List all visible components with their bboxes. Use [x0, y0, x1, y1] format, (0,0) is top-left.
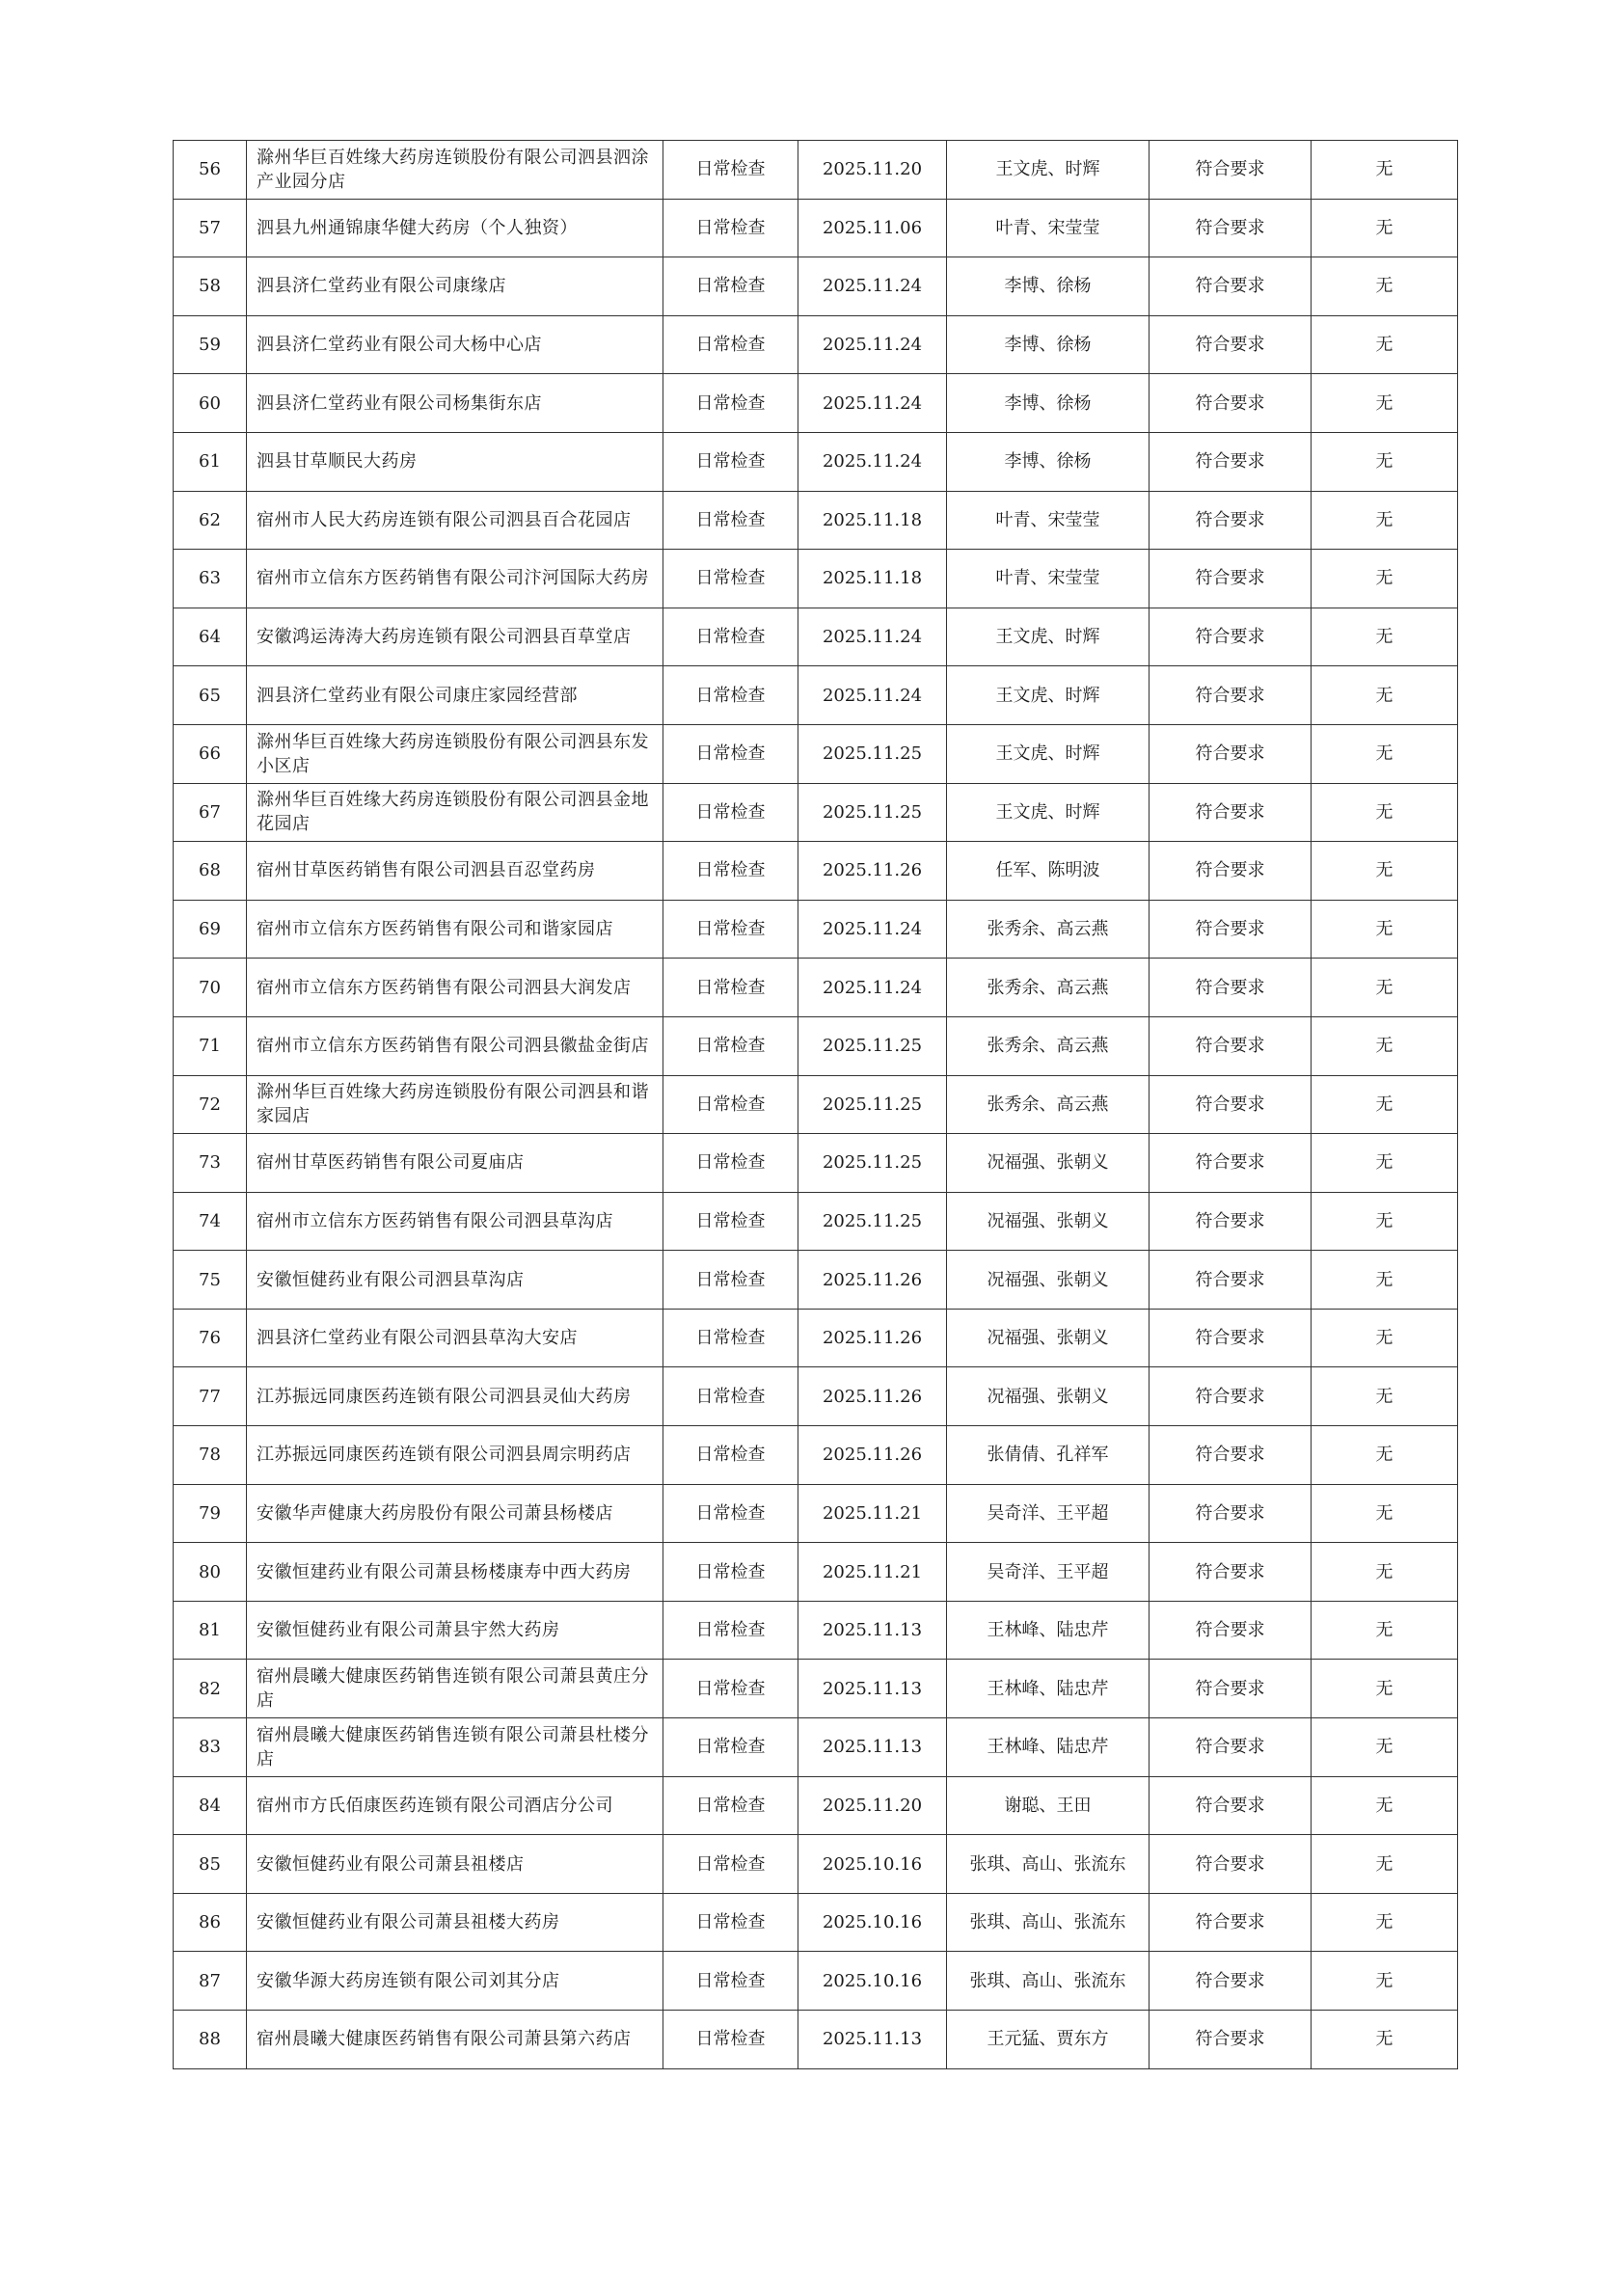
inspection-date-cell: 2025.11.25 — [798, 1075, 947, 1134]
inspection-date-cell: 2025.11.25 — [798, 783, 947, 842]
result-cell: 符合要求 — [1150, 783, 1312, 842]
result-cell: 符合要求 — [1150, 1893, 1312, 1952]
inspection-date-cell: 2025.11.13 — [798, 2011, 947, 2069]
remark-cell: 无 — [1312, 959, 1458, 1017]
row-number-cell: 76 — [174, 1309, 247, 1367]
table-row — [174, 491, 1458, 550]
table-row — [174, 1835, 1458, 1894]
table-row — [174, 783, 1458, 842]
inspection-date-cell: 2025.11.21 — [798, 1484, 947, 1543]
table-row — [174, 1134, 1458, 1193]
inspection-date-cell: 2025.11.24 — [798, 959, 947, 1017]
table-row — [174, 1660, 1458, 1718]
table-row — [174, 1251, 1458, 1310]
remark-cell: 无 — [1312, 491, 1458, 550]
inspection-type-cell: 日常检查 — [663, 1192, 798, 1251]
store-name-cell: 滁州华巨百姓缘大药房连锁股份有限公司泗县金地花园店 — [247, 783, 663, 842]
inspectors-cell: 况福强、张朝义 — [947, 1251, 1150, 1310]
inspectors-cell: 王元猛、贾东方 — [947, 2011, 1150, 2069]
inspectors-cell: 李博、徐杨 — [947, 315, 1150, 374]
remark-cell: 无 — [1312, 1776, 1458, 1835]
inspectors-cell: 张琪、高山、张流东 — [947, 1952, 1150, 2011]
remark-cell: 无 — [1312, 1075, 1458, 1134]
inspection-type-cell: 日常检查 — [663, 1016, 798, 1075]
store-name-cell: 泗县济仁堂药业有限公司大杨中心店 — [247, 315, 663, 374]
inspection-type-cell: 日常检查 — [663, 1484, 798, 1543]
inspectors-cell: 王林峰、陆忠芹 — [947, 1601, 1150, 1660]
store-name-cell: 安徽恒健药业有限公司萧县祖楼店 — [247, 1835, 663, 1894]
inspection-date-cell: 2025.11.13 — [798, 1718, 947, 1777]
inspectors-cell: 张琪、高山、张流东 — [947, 1893, 1150, 1952]
store-name-cell: 滁州华巨百姓缘大药房连锁股份有限公司泗县和谐家园店 — [247, 1075, 663, 1134]
row-number-cell: 60 — [174, 374, 247, 433]
remark-cell: 无 — [1312, 550, 1458, 608]
store-name-cell: 安徽恒健药业有限公司萧县祖楼大药房 — [247, 1893, 663, 1952]
table-row — [174, 374, 1458, 433]
remark-cell: 无 — [1312, 783, 1458, 842]
table-row — [174, 1192, 1458, 1251]
inspection-type-cell: 日常检查 — [663, 2011, 798, 2069]
inspection-date-cell: 2025.11.06 — [798, 199, 947, 257]
inspection-date-cell: 2025.11.24 — [798, 608, 947, 666]
store-name-cell: 泗县九州通锦康华健大药房（个人独资） — [247, 199, 663, 257]
row-number-cell: 82 — [174, 1660, 247, 1718]
inspection-type-cell: 日常检查 — [663, 432, 798, 491]
inspection-date-cell: 2025.10.16 — [798, 1952, 947, 2011]
inspection-type-cell: 日常检查 — [663, 1367, 798, 1426]
inspection-date-cell: 2025.11.24 — [798, 432, 947, 491]
result-cell: 符合要求 — [1150, 1835, 1312, 1894]
inspection-date-cell: 2025.11.24 — [798, 257, 947, 316]
result-cell: 符合要求 — [1150, 374, 1312, 433]
row-number-cell: 71 — [174, 1016, 247, 1075]
result-cell: 符合要求 — [1150, 1016, 1312, 1075]
store-name-cell: 宿州甘草医药销售有限公司夏庙店 — [247, 1134, 663, 1193]
inspectors-cell: 张琪、高山、张流东 — [947, 1835, 1150, 1894]
remark-cell: 无 — [1312, 1952, 1458, 2011]
row-number-cell: 59 — [174, 315, 247, 374]
inspection-date-cell: 2025.11.26 — [798, 1251, 947, 1310]
table-row — [174, 432, 1458, 491]
result-cell: 符合要求 — [1150, 724, 1312, 783]
inspectors-cell: 任军、陈明波 — [947, 842, 1150, 901]
remark-cell: 无 — [1312, 432, 1458, 491]
table-row — [174, 1309, 1458, 1367]
remark-cell: 无 — [1312, 1835, 1458, 1894]
inspectors-cell: 吴奇洋、王平超 — [947, 1543, 1150, 1602]
inspection-type-cell: 日常检查 — [663, 1075, 798, 1134]
row-number-cell: 83 — [174, 1718, 247, 1777]
row-number-cell: 81 — [174, 1601, 247, 1660]
table-row — [174, 1718, 1458, 1777]
row-number-cell: 74 — [174, 1192, 247, 1251]
inspection-type-cell: 日常检查 — [663, 199, 798, 257]
row-number-cell: 57 — [174, 199, 247, 257]
result-cell: 符合要求 — [1150, 1426, 1312, 1485]
inspection-date-cell: 2025.11.26 — [798, 842, 947, 901]
remark-cell: 无 — [1312, 1309, 1458, 1367]
inspection-type-cell: 日常检查 — [663, 1134, 798, 1193]
result-cell: 符合要求 — [1150, 842, 1312, 901]
inspection-type-cell: 日常检查 — [663, 608, 798, 666]
table-row — [174, 1601, 1458, 1660]
table-row — [174, 900, 1458, 959]
row-number-cell: 58 — [174, 257, 247, 316]
inspection-date-cell: 2025.11.25 — [798, 724, 947, 783]
table-row — [174, 2011, 1458, 2069]
inspectors-cell: 况福强、张朝义 — [947, 1192, 1150, 1251]
result-cell: 符合要求 — [1150, 1367, 1312, 1426]
table-row — [174, 666, 1458, 725]
remark-cell: 无 — [1312, 141, 1458, 200]
table-row — [174, 1893, 1458, 1952]
inspectors-cell: 王林峰、陆忠芹 — [947, 1718, 1150, 1777]
row-number-cell: 64 — [174, 608, 247, 666]
inspectors-cell: 况福强、张朝义 — [947, 1367, 1150, 1426]
inspection-date-cell: 2025.10.16 — [798, 1835, 947, 1894]
result-cell: 符合要求 — [1150, 900, 1312, 959]
result-cell: 符合要求 — [1150, 1776, 1312, 1835]
row-number-cell: 65 — [174, 666, 247, 725]
result-cell: 符合要求 — [1150, 2011, 1312, 2069]
remark-cell: 无 — [1312, 199, 1458, 257]
remark-cell: 无 — [1312, 724, 1458, 783]
table-row — [174, 1016, 1458, 1075]
inspection-type-cell: 日常检查 — [663, 724, 798, 783]
table-row — [174, 1367, 1458, 1426]
inspectors-cell: 况福强、张朝义 — [947, 1134, 1150, 1193]
store-name-cell: 宿州晨曦大健康医药销售连锁有限公司萧县杜楼分店 — [247, 1718, 663, 1777]
inspection-type-cell: 日常检查 — [663, 1426, 798, 1485]
inspection-date-cell: 2025.11.13 — [798, 1660, 947, 1718]
inspection-type-cell: 日常检查 — [663, 666, 798, 725]
store-name-cell: 安徽恒健药业有限公司泗县草沟店 — [247, 1251, 663, 1310]
inspectors-cell: 况福强、张朝义 — [947, 1309, 1150, 1367]
store-name-cell: 安徽恒建药业有限公司萧县杨楼康寿中西大药房 — [247, 1543, 663, 1602]
store-name-cell: 宿州甘草医药销售有限公司泗县百忍堂药房 — [247, 842, 663, 901]
store-name-cell: 泗县甘草顺民大药房 — [247, 432, 663, 491]
inspection-date-cell: 2025.11.24 — [798, 374, 947, 433]
inspection-type-cell: 日常检查 — [663, 141, 798, 200]
store-name-cell: 宿州市人民大药房连锁有限公司泗县百合花园店 — [247, 491, 663, 550]
inspectors-cell: 王文虎、时辉 — [947, 666, 1150, 725]
row-number-cell: 56 — [174, 141, 247, 200]
table-row — [174, 141, 1458, 200]
row-number-cell: 73 — [174, 1134, 247, 1193]
table-row — [174, 1484, 1458, 1543]
inspectors-cell: 张秀余、高云燕 — [947, 1016, 1150, 1075]
inspection-date-cell: 2025.11.26 — [798, 1426, 947, 1485]
result-cell: 符合要求 — [1150, 257, 1312, 316]
result-cell: 符合要求 — [1150, 432, 1312, 491]
inspection-date-cell: 2025.11.26 — [798, 1367, 947, 1426]
remark-cell: 无 — [1312, 1601, 1458, 1660]
inspection-date-cell: 2025.11.24 — [798, 315, 947, 374]
result-cell: 符合要求 — [1150, 1601, 1312, 1660]
inspection-date-cell: 2025.11.25 — [798, 1134, 947, 1193]
remark-cell: 无 — [1312, 1134, 1458, 1193]
table-row — [174, 1075, 1458, 1134]
result-cell: 符合要求 — [1150, 1660, 1312, 1718]
inspection-type-cell: 日常检查 — [663, 1893, 798, 1952]
row-number-cell: 61 — [174, 432, 247, 491]
inspection-type-cell: 日常检查 — [663, 900, 798, 959]
inspectors-cell: 张秀余、高云燕 — [947, 900, 1150, 959]
result-cell: 符合要求 — [1150, 141, 1312, 200]
remark-cell: 无 — [1312, 315, 1458, 374]
result-cell: 符合要求 — [1150, 315, 1312, 374]
inspectors-cell: 叶青、宋莹莹 — [947, 491, 1150, 550]
row-number-cell: 62 — [174, 491, 247, 550]
row-number-cell: 72 — [174, 1075, 247, 1134]
store-name-cell: 安徽华源大药房连锁有限公司刘其分店 — [247, 1952, 663, 2011]
table-row — [174, 959, 1458, 1017]
store-name-cell: 宿州市方氏佰康医药连锁有限公司酒店分公司 — [247, 1776, 663, 1835]
inspection-date-cell: 2025.11.13 — [798, 1601, 947, 1660]
table-row — [174, 1543, 1458, 1602]
row-number-cell: 84 — [174, 1776, 247, 1835]
remark-cell: 无 — [1312, 2011, 1458, 2069]
inspectors-cell: 吴奇洋、王平超 — [947, 1484, 1150, 1543]
row-number-cell: 85 — [174, 1835, 247, 1894]
inspection-type-cell: 日常检查 — [663, 1835, 798, 1894]
table-row — [174, 199, 1458, 257]
remark-cell: 无 — [1312, 900, 1458, 959]
store-name-cell: 泗县济仁堂药业有限公司杨集街东店 — [247, 374, 663, 433]
result-cell: 符合要求 — [1150, 1134, 1312, 1193]
result-cell: 符合要求 — [1150, 1543, 1312, 1602]
inspection-date-cell: 2025.11.20 — [798, 141, 947, 200]
row-number-cell: 66 — [174, 724, 247, 783]
row-number-cell: 70 — [174, 959, 247, 1017]
result-cell: 符合要求 — [1150, 550, 1312, 608]
inspectors-cell: 王林峰、陆忠芹 — [947, 1660, 1150, 1718]
row-number-cell: 63 — [174, 550, 247, 608]
inspection-date-cell: 2025.11.25 — [798, 1016, 947, 1075]
inspection-type-cell: 日常检查 — [663, 315, 798, 374]
inspectors-cell: 张秀余、高云燕 — [947, 1075, 1150, 1134]
inspection-type-cell: 日常检查 — [663, 783, 798, 842]
table-row — [174, 1426, 1458, 1485]
store-name-cell: 宿州市立信东方医药销售有限公司泗县徽盐金街店 — [247, 1016, 663, 1075]
inspection-type-cell: 日常检查 — [663, 1952, 798, 2011]
table-row — [174, 257, 1458, 316]
inspection-type-cell: 日常检查 — [663, 1776, 798, 1835]
row-number-cell: 77 — [174, 1367, 247, 1426]
inspection-type-cell: 日常检查 — [663, 550, 798, 608]
row-number-cell: 79 — [174, 1484, 247, 1543]
remark-cell: 无 — [1312, 1367, 1458, 1426]
inspectors-cell: 王文虎、时辉 — [947, 783, 1150, 842]
result-cell: 符合要求 — [1150, 491, 1312, 550]
remark-cell: 无 — [1312, 1893, 1458, 1952]
inspection-date-cell: 2025.11.21 — [798, 1543, 947, 1602]
inspectors-cell: 张秀余、高云燕 — [947, 959, 1150, 1017]
inspection-type-cell: 日常检查 — [663, 491, 798, 550]
store-name-cell: 滁州华巨百姓缘大药房连锁股份有限公司泗县东发小区店 — [247, 724, 663, 783]
table-row — [174, 550, 1458, 608]
inspection-date-cell: 2025.10.16 — [798, 1893, 947, 1952]
row-number-cell: 78 — [174, 1426, 247, 1485]
row-number-cell: 86 — [174, 1893, 247, 1952]
inspection-date-cell: 2025.11.24 — [798, 900, 947, 959]
inspectors-cell: 王文虎、时辉 — [947, 141, 1150, 200]
row-number-cell: 67 — [174, 783, 247, 842]
row-number-cell: 69 — [174, 900, 247, 959]
inspectors-cell: 谢聪、王田 — [947, 1776, 1150, 1835]
inspection-type-cell: 日常检查 — [663, 1718, 798, 1777]
remark-cell: 无 — [1312, 608, 1458, 666]
inspection-table-body — [174, 141, 1458, 2069]
store-name-cell: 安徽华声健康大药房股份有限公司萧县杨楼店 — [247, 1484, 663, 1543]
result-cell: 符合要求 — [1150, 1484, 1312, 1543]
table-row — [174, 1776, 1458, 1835]
remark-cell: 无 — [1312, 374, 1458, 433]
store-name-cell: 泗县济仁堂药业有限公司泗县草沟大安店 — [247, 1309, 663, 1367]
inspection-type-cell: 日常检查 — [663, 1601, 798, 1660]
store-name-cell: 宿州晨曦大健康医药销售有限公司萧县第六药店 — [247, 2011, 663, 2069]
result-cell: 符合要求 — [1150, 1718, 1312, 1777]
remark-cell: 无 — [1312, 257, 1458, 316]
remark-cell: 无 — [1312, 1251, 1458, 1310]
inspection-date-cell: 2025.11.26 — [798, 1309, 947, 1367]
table-row — [174, 315, 1458, 374]
result-cell: 符合要求 — [1150, 199, 1312, 257]
row-number-cell: 80 — [174, 1543, 247, 1602]
inspection-type-cell: 日常检查 — [663, 1660, 798, 1718]
store-name-cell: 宿州市立信东方医药销售有限公司泗县大润发店 — [247, 959, 663, 1017]
inspection-date-cell: 2025.11.18 — [798, 550, 947, 608]
inspection-date-cell: 2025.11.25 — [798, 1192, 947, 1251]
remark-cell: 无 — [1312, 666, 1458, 725]
inspection-type-cell: 日常检查 — [663, 374, 798, 433]
remark-cell: 无 — [1312, 1718, 1458, 1777]
inspectors-cell: 李博、徐杨 — [947, 374, 1150, 433]
result-cell: 符合要求 — [1150, 1192, 1312, 1251]
remark-cell: 无 — [1312, 1016, 1458, 1075]
store-name-cell: 泗县济仁堂药业有限公司康缘店 — [247, 257, 663, 316]
store-name-cell: 江苏振远同康医药连锁有限公司泗县周宗明药店 — [247, 1426, 663, 1485]
table-row — [174, 842, 1458, 901]
remark-cell: 无 — [1312, 1192, 1458, 1251]
remark-cell: 无 — [1312, 1660, 1458, 1718]
row-number-cell: 68 — [174, 842, 247, 901]
remark-cell: 无 — [1312, 842, 1458, 901]
inspection-type-cell: 日常检查 — [663, 257, 798, 316]
inspectors-cell: 张倩倩、孔祥军 — [947, 1426, 1150, 1485]
inspection-table — [173, 140, 1458, 2069]
table-row — [174, 608, 1458, 666]
store-name-cell: 宿州市立信东方医药销售有限公司和谐家园店 — [247, 900, 663, 959]
store-name-cell: 宿州市立信东方医药销售有限公司泗县草沟店 — [247, 1192, 663, 1251]
store-name-cell: 滁州华巨百姓缘大药房连锁股份有限公司泗县泗涂产业园分店 — [247, 141, 663, 200]
store-name-cell: 安徽恒健药业有限公司萧县宇然大药房 — [247, 1601, 663, 1660]
result-cell: 符合要求 — [1150, 1075, 1312, 1134]
remark-cell: 无 — [1312, 1426, 1458, 1485]
result-cell: 符合要求 — [1150, 1251, 1312, 1310]
remark-cell: 无 — [1312, 1484, 1458, 1543]
table-row — [174, 724, 1458, 783]
inspection-date-cell: 2025.11.18 — [798, 491, 947, 550]
inspection-date-cell: 2025.11.24 — [798, 666, 947, 725]
store-name-cell: 宿州晨曦大健康医药销售连锁有限公司萧县黄庄分店 — [247, 1660, 663, 1718]
inspectors-cell: 叶青、宋莹莹 — [947, 550, 1150, 608]
inspectors-cell: 王文虎、时辉 — [947, 724, 1150, 783]
inspection-type-cell: 日常检查 — [663, 842, 798, 901]
result-cell: 符合要求 — [1150, 666, 1312, 725]
result-cell: 符合要求 — [1150, 1309, 1312, 1367]
inspectors-cell: 叶青、宋莹莹 — [947, 199, 1150, 257]
inspection-date-cell: 2025.11.20 — [798, 1776, 947, 1835]
store-name-cell: 宿州市立信东方医药销售有限公司汴河国际大药房 — [247, 550, 663, 608]
inspectors-cell: 李博、徐杨 — [947, 257, 1150, 316]
result-cell: 符合要求 — [1150, 1952, 1312, 2011]
inspection-type-cell: 日常检查 — [663, 1543, 798, 1602]
inspectors-cell: 王文虎、时辉 — [947, 608, 1150, 666]
remark-cell: 无 — [1312, 1543, 1458, 1602]
inspection-type-cell: 日常检查 — [663, 1309, 798, 1367]
row-number-cell: 88 — [174, 2011, 247, 2069]
row-number-cell: 87 — [174, 1952, 247, 2011]
store-name-cell: 安徽鸿运涛涛大药房连锁有限公司泗县百草堂店 — [247, 608, 663, 666]
table-row — [174, 1952, 1458, 2011]
result-cell: 符合要求 — [1150, 608, 1312, 666]
inspection-type-cell: 日常检查 — [663, 1251, 798, 1310]
inspectors-cell: 李博、徐杨 — [947, 432, 1150, 491]
store-name-cell: 江苏振远同康医药连锁有限公司泗县灵仙大药房 — [247, 1367, 663, 1426]
row-number-cell: 75 — [174, 1251, 247, 1310]
result-cell: 符合要求 — [1150, 959, 1312, 1017]
inspection-type-cell: 日常检查 — [663, 959, 798, 1017]
store-name-cell: 泗县济仁堂药业有限公司康庄家园经营部 — [247, 666, 663, 725]
